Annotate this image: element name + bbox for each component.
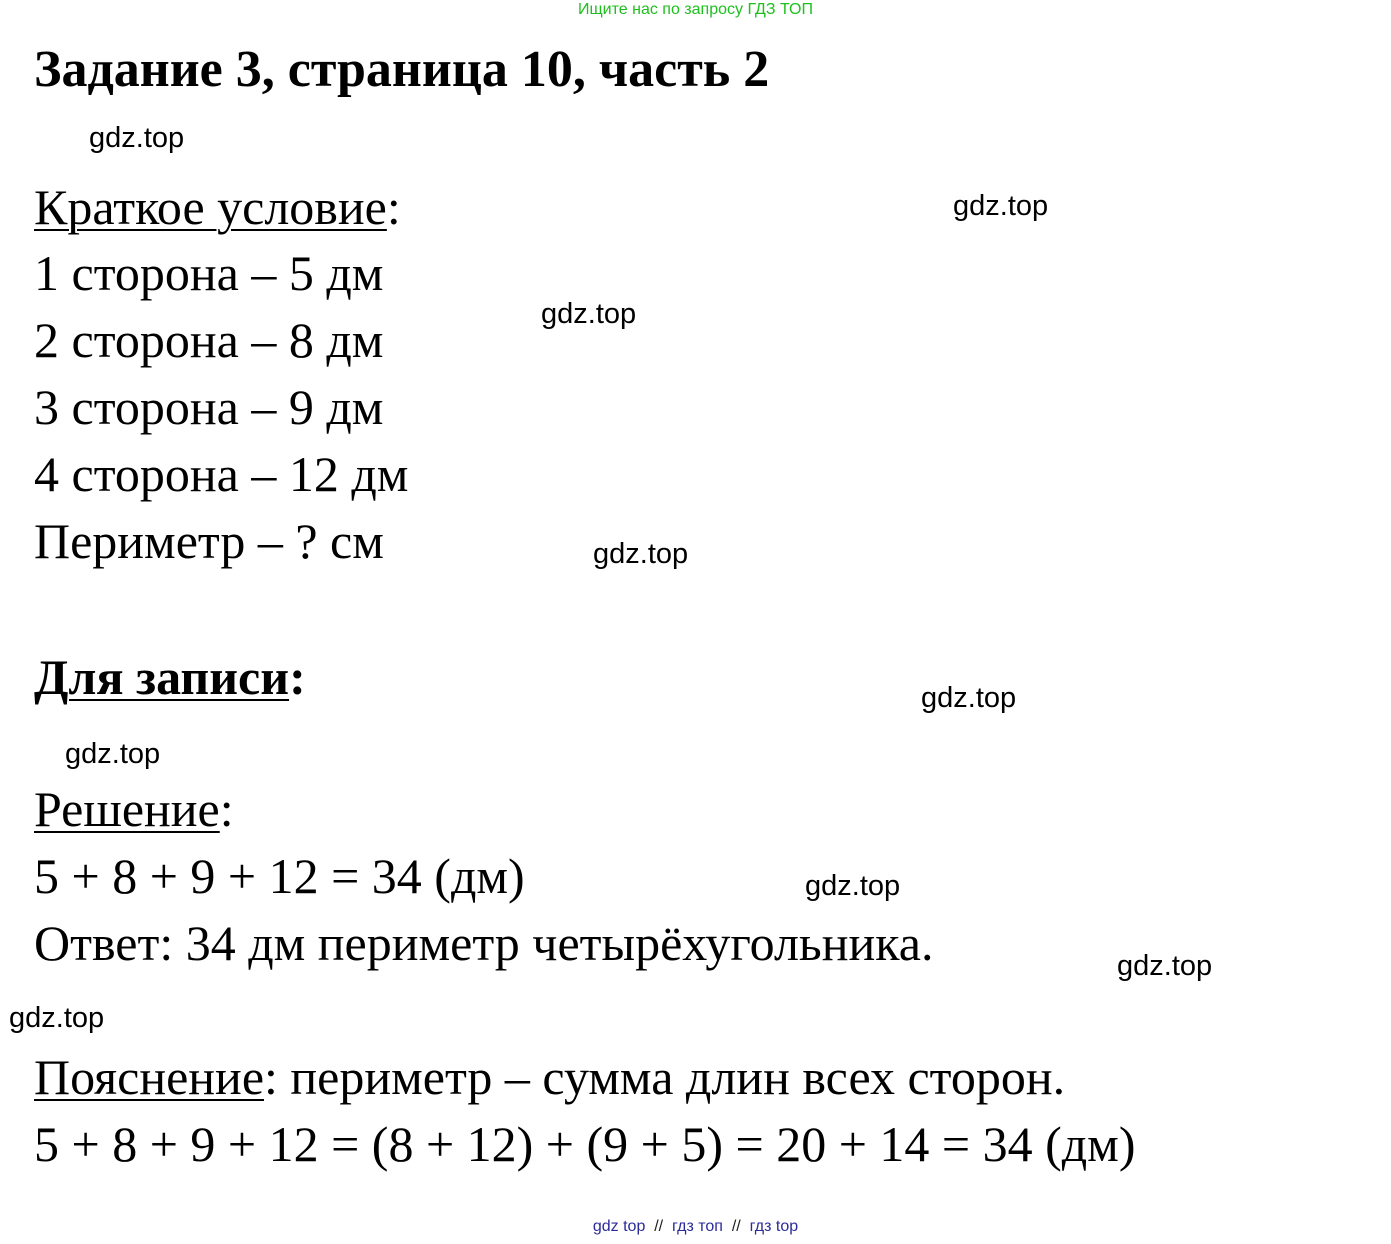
footer-part-1: gdz top <box>592 1218 646 1235</box>
explanation-heading: Пояснение <box>34 1049 265 1105</box>
solution-expression: 5 + 8 + 9 + 12 = 34 (дм) <box>34 848 525 904</box>
watermark: gdz.top <box>89 122 185 154</box>
condition-line-1: 1 сторона – 5 дм <box>34 245 384 301</box>
watermark: gdz.top <box>921 682 1017 714</box>
solution-heading: Решение <box>34 781 220 837</box>
record-heading: Для записи <box>34 649 290 705</box>
watermark: gdz.top <box>9 1002 105 1034</box>
solution-colon: : <box>219 781 234 837</box>
footer-part-2: гдз топ <box>672 1218 723 1235</box>
condition-line-3: 3 сторона – 9 дм <box>34 379 384 435</box>
explanation-line <box>34 1047 1065 1107</box>
watermark: gdz.top <box>1117 950 1213 982</box>
solution-heading-line <box>34 779 234 839</box>
condition-line-perimeter: Периметр – ? см <box>34 513 384 569</box>
condition-heading: Краткое условие <box>34 179 387 235</box>
condition-colon: : <box>386 179 401 235</box>
watermark: gdz.top <box>805 870 901 902</box>
solution-answer: Ответ: 34 дм периметр четырёхугольника. <box>34 915 934 971</box>
watermark: gdz.top <box>65 738 161 770</box>
explanation-text: : периметр – сумма длин всех сторон. <box>264 1049 1066 1105</box>
watermark: gdz.top <box>541 298 637 330</box>
footer-part-3: гдз top <box>749 1218 799 1235</box>
explanation-expression: 5 + 8 + 9 + 12 = (8 + 12) + (9 + 5) = 20 + 14 = 34 (дм) <box>34 1116 1136 1172</box>
record-colon: : <box>289 649 306 705</box>
footer-watermark <box>0 1218 1391 1236</box>
condition-line-4: 4 сторона – 12 дм <box>34 446 409 502</box>
footer-separator: // <box>654 1218 664 1235</box>
watermark: gdz.top <box>593 538 689 570</box>
record-heading-line <box>34 647 306 707</box>
search-banner: Ищите нас по запросу ГДЗ ТОП <box>578 1 813 18</box>
condition-heading-line <box>34 177 401 237</box>
footer-separator: // <box>731 1218 741 1235</box>
condition-line-2: 2 сторона – 8 дм <box>34 312 384 368</box>
page-title: Задание 3, страница 10, часть 2 <box>34 41 770 98</box>
watermark: gdz.top <box>953 190 1049 222</box>
